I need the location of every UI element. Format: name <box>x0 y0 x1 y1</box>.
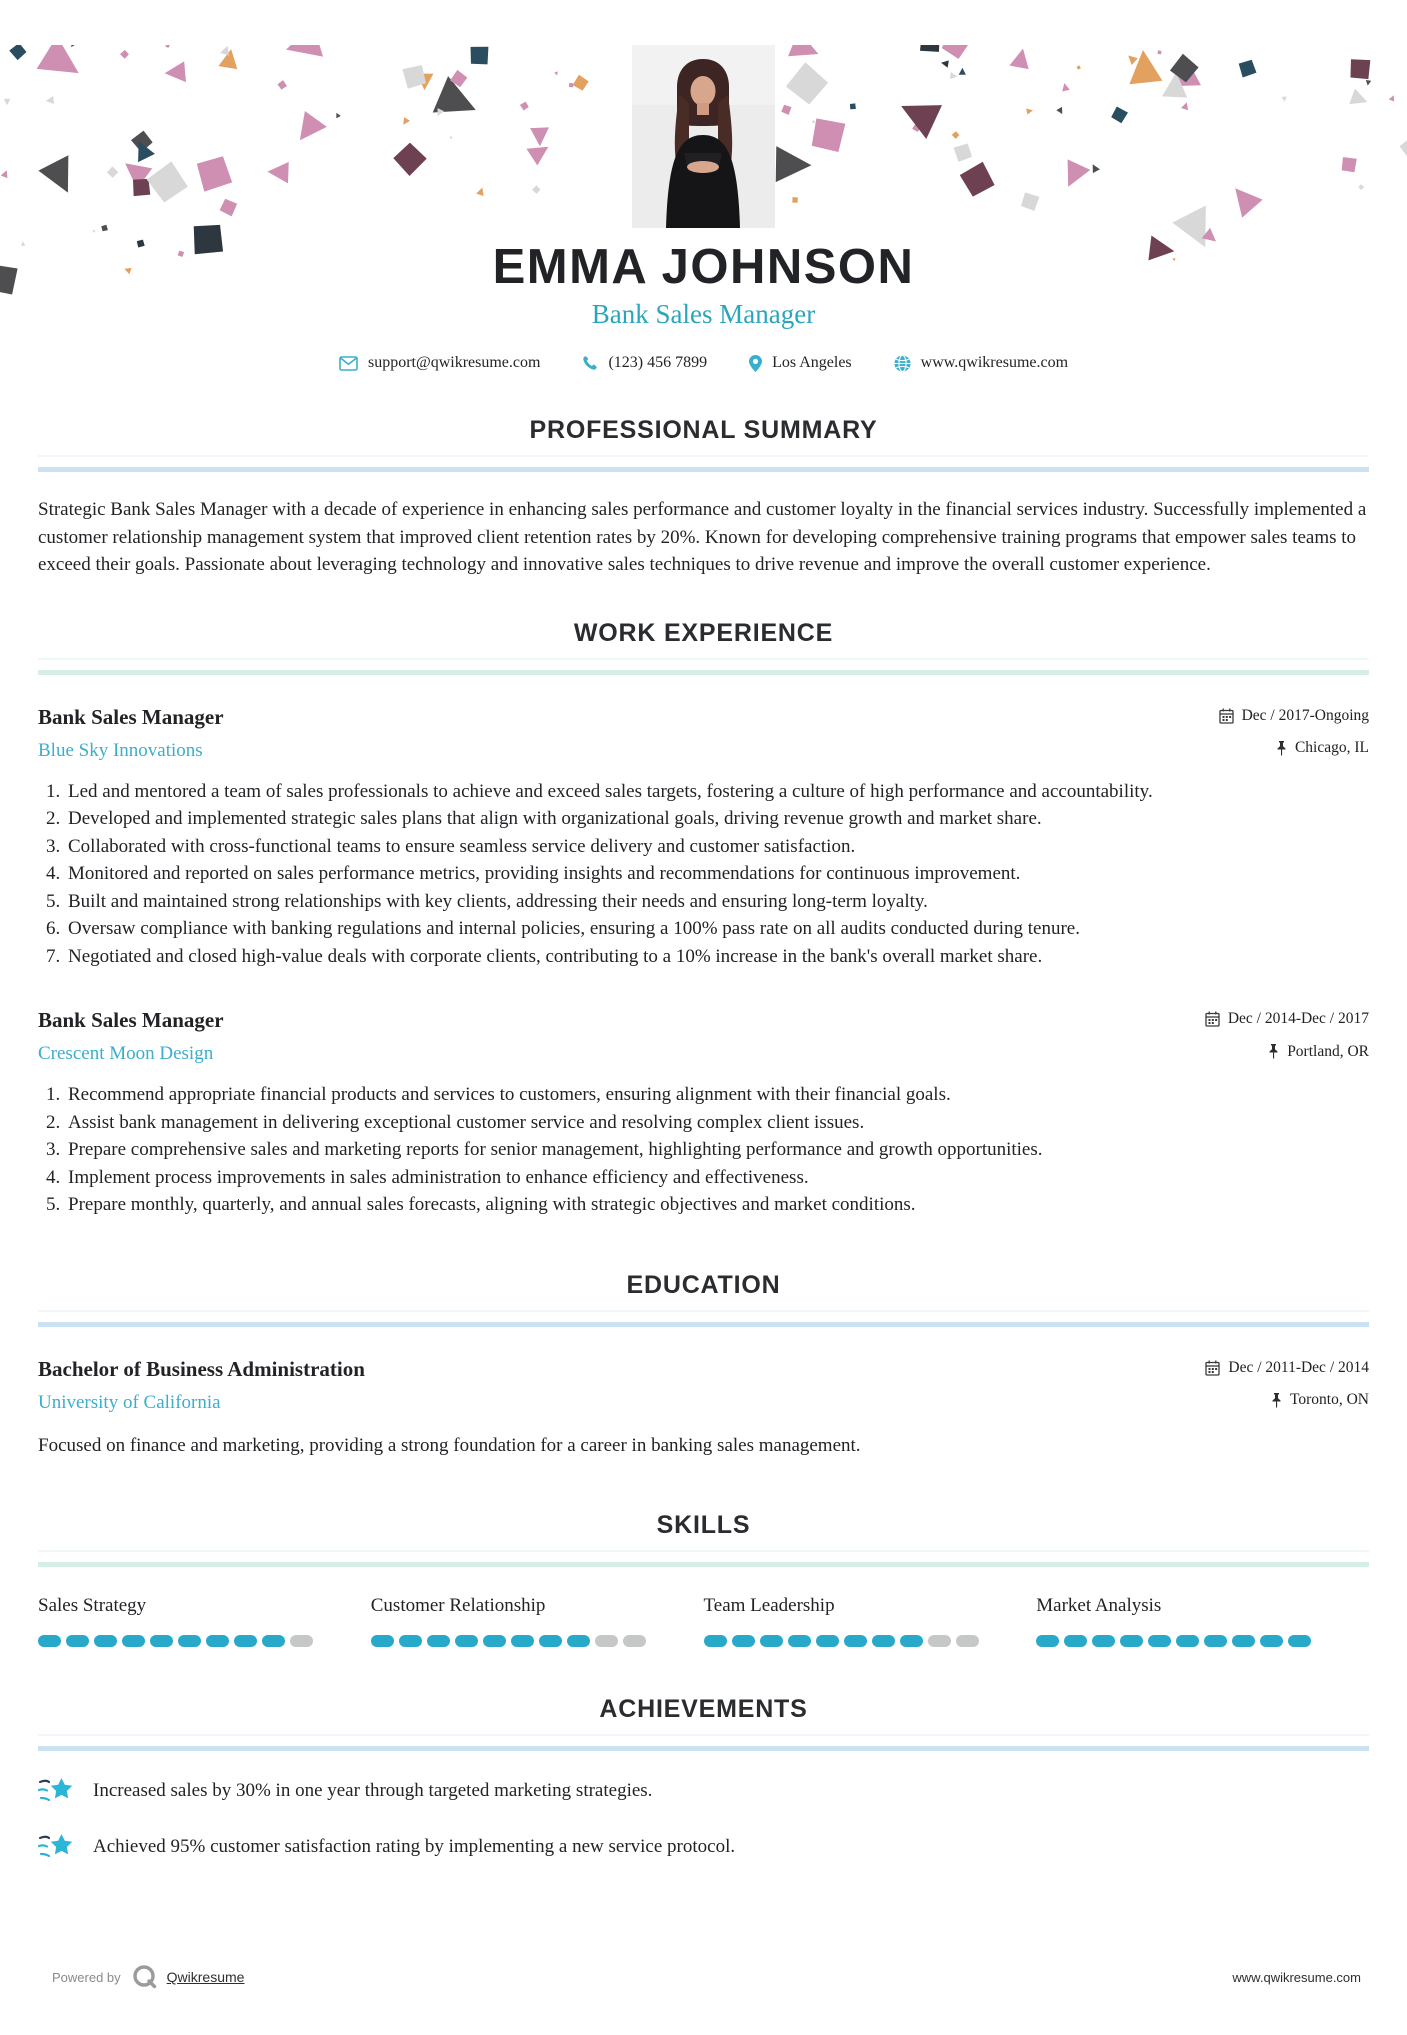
education-entry <box>38 1357 1369 1460</box>
job-location <box>1268 1043 1369 1061</box>
job-title: Bank Sales Manager <box>38 705 224 730</box>
skill-dot <box>900 1635 923 1647</box>
job-location-text: Chicago, IL <box>1295 739 1369 757</box>
contact-email[interactable] <box>339 354 540 372</box>
job-dates-text: Dec / 2017-Ongoing <box>1242 707 1369 725</box>
phone-icon <box>582 355 598 371</box>
skills-grid <box>38 1595 1369 1647</box>
location-pin-icon <box>749 355 762 372</box>
section-professional-summary <box>38 416 1369 579</box>
email-icon <box>339 356 358 371</box>
list-item: 4. Implement process improvements in sales administration to enhance efficiency and effectiveness. <box>65 1164 1369 1192</box>
skill-dot <box>371 1635 394 1647</box>
skill-dot <box>760 1635 783 1647</box>
skill-dot <box>262 1635 285 1647</box>
skill-dot <box>150 1635 173 1647</box>
skill-dot <box>206 1635 229 1647</box>
summary-text: Strategic Bank Sales Manager with a decade of experience in enhancing sales performance and customer loyalty in the financial services industry. Successfully implemented a customer relationship management system that improved client retention rates by 20%. Known for developing comprehensive training programs that empower sales teams to exceed their goals. Passionate about leveraging technology and innovative sales techniques to drive revenue and improve the overall customer experience. <box>38 496 1369 579</box>
education-heading: EDUCATION <box>38 1271 1369 1300</box>
skill-dot <box>1288 1635 1311 1647</box>
skill-dot <box>66 1635 89 1647</box>
section-skills <box>38 1511 1369 1647</box>
skill-dot <box>290 1635 313 1647</box>
job-location-text: Portland, OR <box>1287 1043 1369 1061</box>
skill-dot <box>399 1635 422 1647</box>
skill-dot <box>539 1635 562 1647</box>
job-title: Bank Sales Manager <box>38 1008 224 1033</box>
list-item: 5. Built and maintained strong relationships with key clients, addressing their needs and ensuring long-term loyalty. <box>65 888 1369 916</box>
powered-by-label: Powered by <box>52 1970 121 1985</box>
skill-dot <box>122 1635 145 1647</box>
job-entry-1 <box>38 705 1369 971</box>
job-dates-text: Dec / 2014-Dec / 2017 <box>1228 1010 1369 1028</box>
calendar-icon <box>1205 1360 1220 1376</box>
candidate-name: EMMA JOHNSON <box>38 242 1369 293</box>
contact-location-text: Los Angeles <box>772 354 852 372</box>
skill-name: Sales Strategy <box>38 1595 371 1617</box>
contact-bar <box>38 354 1369 372</box>
skill-dot <box>928 1635 951 1647</box>
education-location <box>1271 1391 1369 1409</box>
skill-item <box>1036 1595 1369 1647</box>
achievement-text: Increased sales by 30% in one year through targeted marketing strategies. <box>93 1780 652 1802</box>
achievement-star-icon <box>38 1831 75 1863</box>
skill-level-dots <box>1036 1635 1369 1647</box>
education-dates <box>1205 1359 1369 1377</box>
skill-dot <box>956 1635 979 1647</box>
skill-item <box>38 1595 371 1647</box>
heading-rule <box>38 658 1369 675</box>
job-company: Crescent Moon Design <box>38 1043 213 1065</box>
job-dates <box>1219 707 1369 725</box>
job-dates <box>1205 1010 1369 1028</box>
job-bullet-list <box>38 1081 1369 1219</box>
page-footer <box>52 1963 1361 1991</box>
achievement-item <box>38 1831 1369 1863</box>
skill-dot <box>788 1635 811 1647</box>
achievement-item <box>38 1775 1369 1807</box>
list-item: 3. Collaborated with cross-functional teams to ensure seamless service delivery and customer satisfaction. <box>65 833 1369 861</box>
contact-phone-text: (123) 456 7899 <box>608 354 707 372</box>
skill-dot <box>178 1635 201 1647</box>
skill-dot <box>1204 1635 1227 1647</box>
skill-name: Team Leadership <box>704 1595 1037 1617</box>
resume-page <box>0 45 1407 1863</box>
contact-website[interactable] <box>894 354 1068 372</box>
skill-dot <box>567 1635 590 1647</box>
school-name: University of California <box>38 1392 221 1414</box>
skill-dot <box>38 1635 61 1647</box>
list-item: 1. Recommend appropriate financial products and services to customers, ensuring alignment with their financial goals. <box>65 1081 1369 1109</box>
profile-photo <box>632 45 775 228</box>
footer-website: www.qwikresume.com <box>1232 1970 1361 1985</box>
profile-photo-image <box>632 45 775 228</box>
list-item: 2. Assist bank management in delivering exceptional customer service and resolving complex client issues. <box>65 1109 1369 1137</box>
skill-dot <box>704 1635 727 1647</box>
list-item: 2. Developed and implemented strategic sales plans that align with organizational goals, driving revenue growth and market share. <box>65 805 1369 833</box>
education-dates-text: Dec / 2011-Dec / 2014 <box>1228 1359 1369 1377</box>
job-bullet-list <box>38 778 1369 971</box>
heading-rule <box>38 1734 1369 1751</box>
list-item: 3. Prepare comprehensive sales and marketing reports for senior management, highlighting performance and growth opportunities. <box>65 1136 1369 1164</box>
list-item: 6. Oversaw compliance with banking regulations and internal policies, ensuring a 100% pass rate on all audits conducted during tenure. <box>65 915 1369 943</box>
summary-heading: PROFESSIONAL SUMMARY <box>38 416 1369 445</box>
skill-dot <box>427 1635 450 1647</box>
skill-dot <box>1064 1635 1087 1647</box>
skill-name: Market Analysis <box>1036 1595 1369 1617</box>
skill-dot <box>595 1635 618 1647</box>
work-heading: WORK EXPERIENCE <box>38 619 1369 648</box>
contact-email-text: support@qwikresume.com <box>368 354 540 372</box>
skills-heading: SKILLS <box>38 1511 1369 1540</box>
section-achievements <box>38 1695 1369 1863</box>
calendar-icon <box>1205 1011 1220 1027</box>
degree-title: Bachelor of Business Administration <box>38 1357 365 1382</box>
contact-phone <box>582 354 707 372</box>
powered-by <box>52 1963 244 1991</box>
list-item: 5. Prepare monthly, quarterly, and annual sales forecasts, aligning with strategic objectives and market conditions. <box>65 1191 1369 1219</box>
skill-dot <box>1176 1635 1199 1647</box>
skill-dot <box>1120 1635 1143 1647</box>
list-item: 1. Led and mentored a team of sales professionals to achieve and exceed sales targets, fostering a culture of high performance and accountability. <box>65 778 1369 806</box>
calendar-icon <box>1219 708 1234 724</box>
skill-level-dots <box>38 1635 371 1647</box>
achievement-star-icon <box>38 1775 75 1807</box>
achievements-heading: ACHIEVEMENTS <box>38 1695 1369 1724</box>
job-location <box>1276 739 1369 757</box>
list-item: 7. Negotiated and closed high-value deals with corporate clients, contributing to a 10% increase in the bank's overall market share. <box>65 943 1369 971</box>
skill-dot <box>732 1635 755 1647</box>
skill-dot <box>1260 1635 1283 1647</box>
skill-dot <box>1232 1635 1255 1647</box>
skill-level-dots <box>371 1635 704 1647</box>
job-entry-2 <box>38 1008 1369 1219</box>
pushpin-icon <box>1271 1393 1282 1408</box>
list-item: 4. Monitored and reported on sales performance metrics, providing insights and recommendations for continuous improvement. <box>65 860 1369 888</box>
skill-dot <box>455 1635 478 1647</box>
contact-website-text: www.qwikresume.com <box>921 354 1068 372</box>
skill-dot <box>623 1635 646 1647</box>
skill-level-dots <box>704 1635 1037 1647</box>
skill-item <box>371 1595 704 1647</box>
skill-name: Customer Relationship <box>371 1595 704 1617</box>
heading-rule <box>38 455 1369 472</box>
skill-dot <box>1092 1635 1115 1647</box>
education-location-text: Toronto, ON <box>1290 1391 1369 1409</box>
skill-dot <box>872 1635 895 1647</box>
skill-dot <box>1148 1635 1171 1647</box>
globe-icon <box>894 355 911 372</box>
contact-location <box>749 354 852 372</box>
heading-rule <box>38 1310 1369 1327</box>
education-description: Focused on finance and marketing, providing a strong foundation for a career in banking sales management. <box>38 1432 1369 1460</box>
skill-item <box>704 1595 1037 1647</box>
skill-dot <box>844 1635 867 1647</box>
job-company: Blue Sky Innovations <box>38 740 203 762</box>
qwikresume-logo <box>130 1963 158 1991</box>
section-education <box>38 1271 1369 1460</box>
achievement-text: Achieved 95% customer satisfaction rating by implementing a new service protocol. <box>93 1836 735 1858</box>
skill-dot <box>1036 1635 1059 1647</box>
candidate-job-title: Bank Sales Manager <box>38 299 1369 330</box>
section-work-experience <box>38 619 1369 1219</box>
heading-rule <box>38 1550 1369 1567</box>
pushpin-icon <box>1268 1044 1279 1059</box>
skill-dot <box>483 1635 506 1647</box>
skill-dot <box>816 1635 839 1647</box>
skill-dot <box>94 1635 117 1647</box>
skill-dot <box>511 1635 534 1647</box>
pushpin-icon <box>1276 741 1287 756</box>
qwikresume-link[interactable]: Qwikresume <box>167 1969 245 1985</box>
skill-dot <box>234 1635 257 1647</box>
